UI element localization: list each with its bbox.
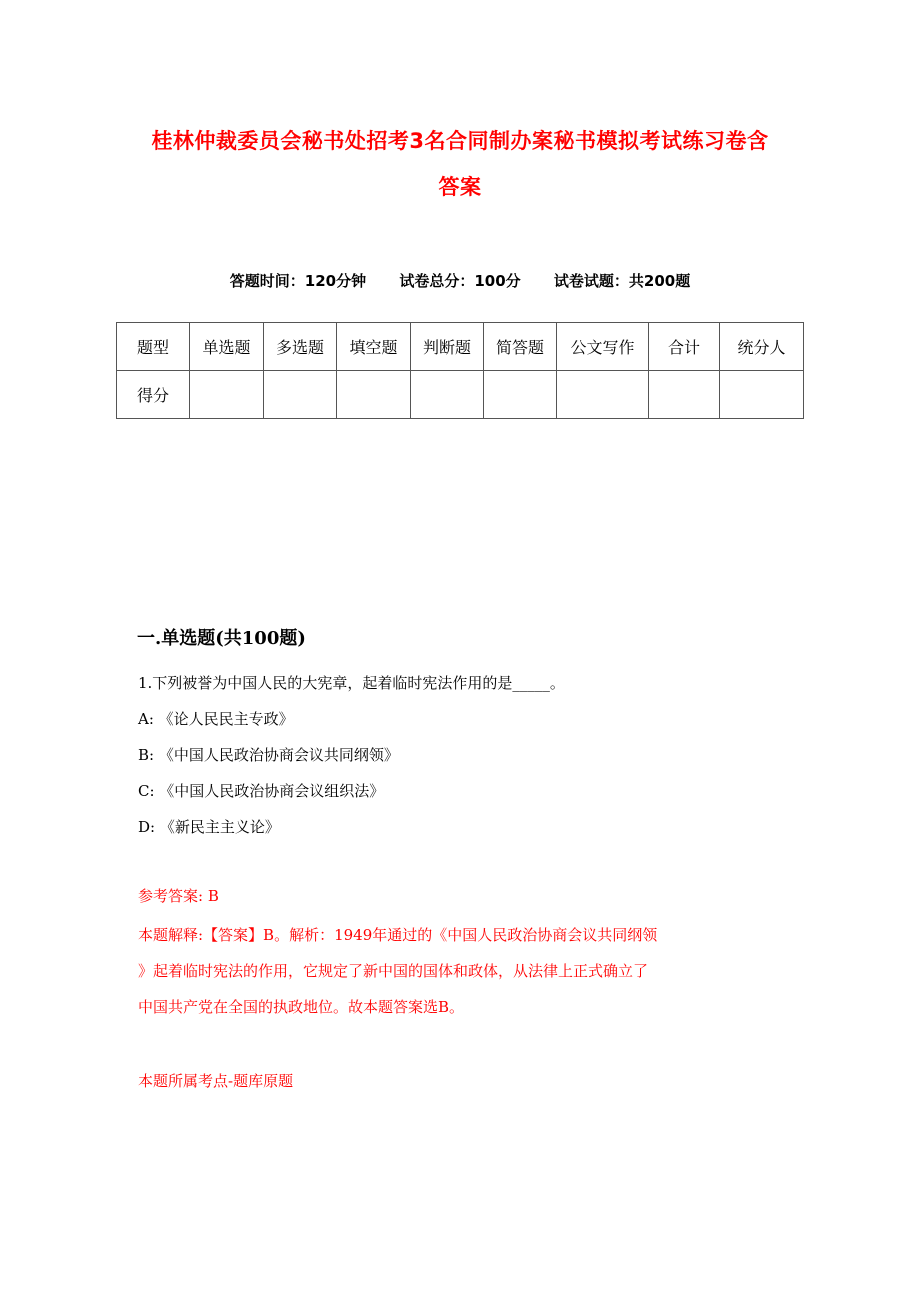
question-stem: 1.下列被誉为中国人民的大宪章，起着临时宪法作用的是_____。	[138, 674, 565, 692]
score-table-score-row	[117, 371, 804, 419]
explanation-line: 》起着临时宪法的作用，它规定了新中国的国体和政体，从法律上正式确立了	[138, 962, 649, 980]
header-cell: 合计	[649, 323, 720, 371]
reference-answer: 参考答案: B	[138, 887, 219, 905]
option-c: C: 《中国人民政治协商会议组织法》	[138, 782, 385, 800]
exam-meta	[0, 270, 920, 291]
score-cell	[484, 371, 557, 419]
header-cell: 统分人	[720, 323, 804, 371]
row-label-cell: 得分	[117, 371, 190, 419]
score-cell	[411, 371, 484, 419]
score-cell	[190, 371, 264, 419]
header-cell: 单选题	[190, 323, 264, 371]
option-a: A: 《论人民民主专政》	[138, 710, 294, 728]
exam-question-count: 试卷试题：共200题	[553, 272, 691, 290]
header-cell: 公文写作	[557, 323, 649, 371]
score-cell	[264, 371, 337, 419]
score-cell	[720, 371, 804, 419]
explanation-line: 本题解释:【答案】B。解析：1949年通过的《中国人民政治协商会议共同纲领	[138, 926, 658, 944]
score-table-header-row	[117, 323, 804, 371]
explanation-line: 中国共产党在全国的执政地位。故本题答案选B。	[138, 998, 465, 1016]
header-cell: 多选题	[264, 323, 337, 371]
score-cell	[337, 371, 411, 419]
document-title-line2: 答案	[438, 175, 482, 199]
header-cell: 简答题	[484, 323, 557, 371]
document-title-line1: 桂林仲裁委员会秘书处招考3名合同制办案秘书模拟考试练习卷含	[151, 129, 769, 153]
score-cell	[557, 371, 649, 419]
section-title: 一.单选题(共100题)	[137, 628, 306, 649]
exam-time: 答题时间：120分钟	[229, 272, 367, 290]
score-cell	[649, 371, 720, 419]
question-category: 本题所属考点-题库原题	[138, 1072, 294, 1090]
exam-total-score: 试卷总分：100分	[399, 272, 521, 290]
score-table	[116, 322, 804, 419]
header-cell: 填空题	[337, 323, 411, 371]
option-d: D: 《新民主主义论》	[138, 818, 280, 836]
header-cell: 题型	[117, 323, 190, 371]
header-cell: 判断题	[411, 323, 484, 371]
option-b: B: 《中国人民政治协商会议共同纲领》	[138, 746, 399, 764]
